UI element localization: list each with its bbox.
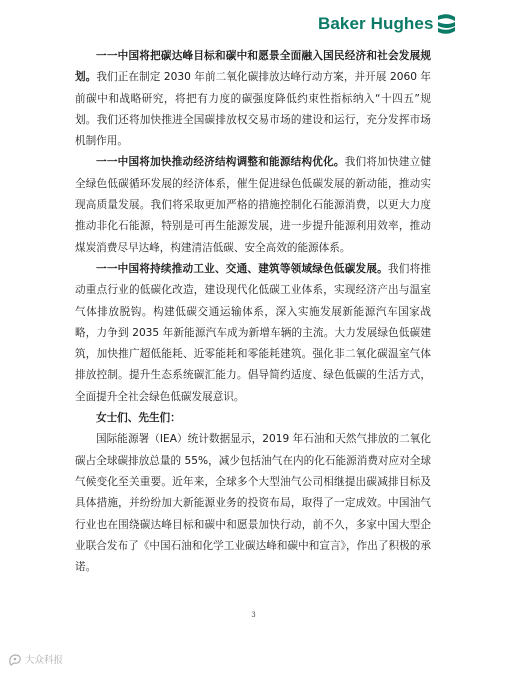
paragraph-green-development (75, 259, 431, 408)
page-number: 3 (251, 611, 256, 619)
paragraph-carbon-peak-plan (75, 46, 431, 152)
paragraph-heading: 一一中国将持续推动工业、交通、建筑等领域绿色低碳发展。 (96, 262, 388, 275)
paragraph-heading: 一一中国将把碳达峰目标和碳中和愿景全面融入国民经济和社会发展规划。 (75, 50, 431, 84)
paragraph-iea-statistics: 国际能源署（IEA）统计数据显示，2019 年石油和天然气排放的二氧化碳占全球碳排放总量的 55%，减少包括油气在内的化石能源消费对应对全球气候变化至关重要。近年来，全球多个大型油气公司相继提出碳减排目标及具体措施，并纷纷加大新能源业务的投资布局，取得了一定成效。中国油气行业也在围绕碳达峰目标和碳中和愿景加快行动，前不久，多家中国大型企业联合发布了《中国石油和化学工业碳达峰和碳中和宣言》，作出了积极的承诺。 (75, 433, 431, 574)
paragraph-text: 我们正在制定 2030 年前二氧化碳排放达峰行动方案，并开展 2060 年前碳中和战略研究，将把有力度的碳强度降低约束性指标纳入“十四五”规划。我们还将加快推进全国碳排放权交易市场的建设和运行，充分发挥市场机制作用。 (75, 71, 431, 148)
paragraph-text: 我们将加快建立健全绿色低碳循环发展的经济体系，催生促进绿色低碳发展的新动能，推动实现高质量发展。我们将采取更加严格的措施控制化石能源消费，以更大力度推动非化石能源，特别是可再生能源发展，进一步提升能源利用效率，推动煤炭消费尽早达峰，构建清洁低碳、安全高效的能源体系。 (75, 156, 432, 254)
watermark-text: 大众科报 (25, 655, 64, 666)
watermark-logo-icon (8, 653, 22, 666)
logo-mark-icon (437, 13, 457, 35)
paragraph-text: 我们将推动重点行业的低碳化改造，建设现代化低碳工业体系，实现经济产出与温室气体排放脱钩。构建低碳交通运输体系，深入实施发展新能源汽车国家战略，力争到 2035 年新能源汽车成为新增车辆的主流。大力发展绿色低碳建筑，加快推广超低能耗、近零能耗和零能耗建筑。强化非二氧化碳温室气体排放控制。提升生态系统碳汇能力。倡导简约适度、绿色低碳的生活方式，全面提升全社会绿色低碳发展意识。 (75, 262, 432, 403)
paragraph-energy-structure (75, 152, 431, 258)
logo-text: Baker Hughes (318, 14, 434, 33)
watermark (8, 652, 63, 666)
company-logo (318, 13, 457, 35)
salutation: 女士们、先生们： (96, 412, 181, 425)
paragraph-heading: 一一中国将加快推动经济结构调整和能源结构优化。 (96, 156, 345, 169)
document-body (75, 46, 431, 578)
